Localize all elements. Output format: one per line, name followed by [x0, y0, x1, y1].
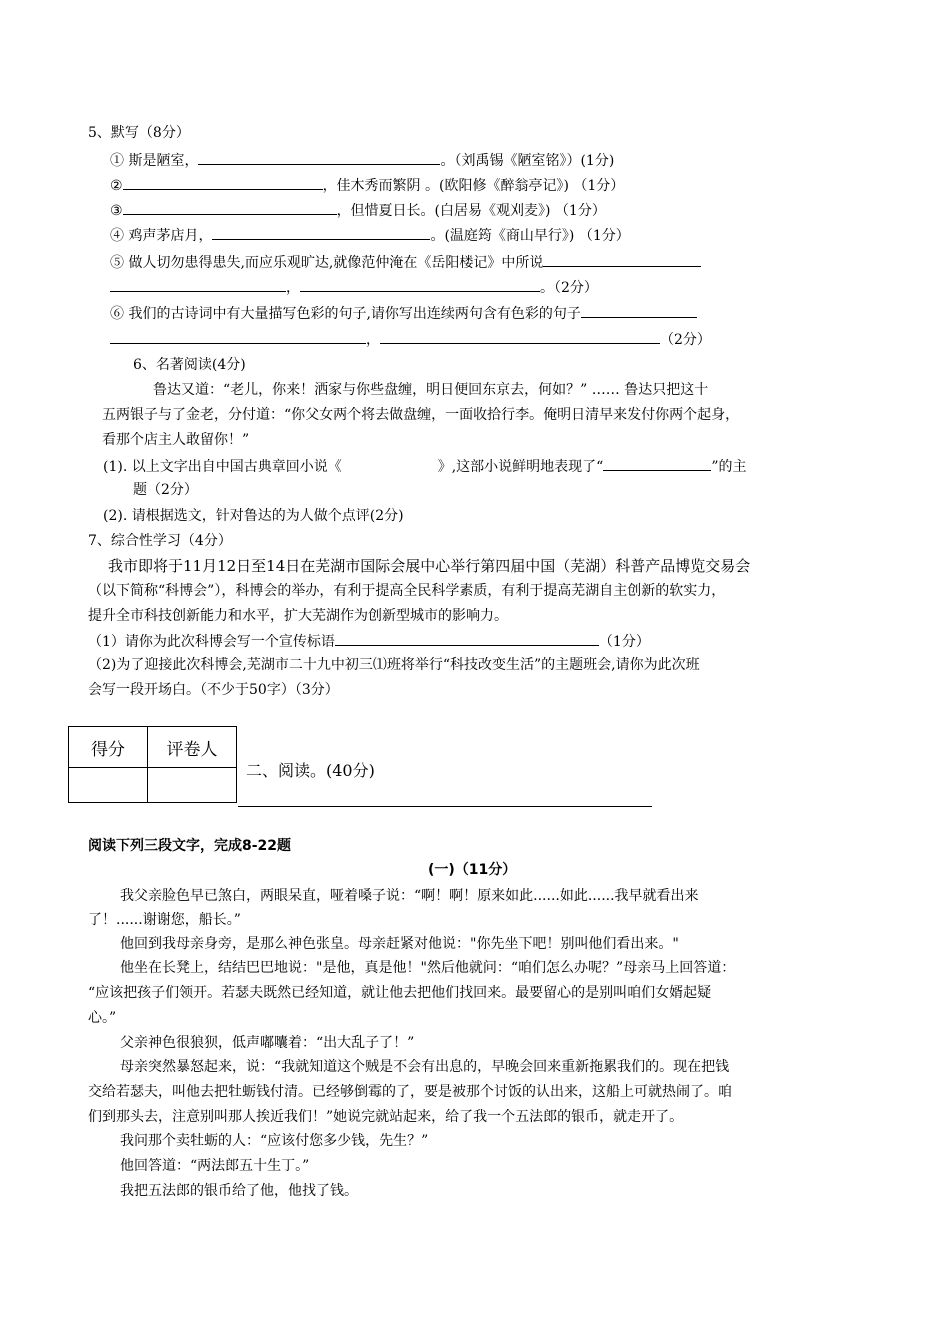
- reading-line: “应该把孩子们领开。若瑟夫既然已经知道，就让他去把他们找回来。最要留心的是别叫咱们女婿起疑: [88, 985, 712, 1001]
- reading-line: 了！......谢谢您，船长。”: [88, 912, 241, 928]
- q6-passage-line: 看那个店主人敢留你！”: [102, 432, 250, 448]
- reading-line: 他坐在长凳上，结结巴巴地说："是他，真是他！"然后他就问：“咱们怎么办呢？”母亲马上回答道：: [120, 960, 736, 976]
- q5-item-2: ② ，佳木秀而繁阴 。(欧阳修《醉翁亭记》) （1分）: [110, 174, 624, 196]
- answer-blank[interactable]: [198, 149, 440, 165]
- reading-line: 父亲神色很狼狈，低声嘟囔着：“出大乱子了！”: [120, 1035, 415, 1051]
- score-header: 得分: [69, 727, 148, 768]
- q5-item-5-line2: ， 。（2分）: [110, 276, 598, 298]
- q6-subquestion-1-line2: 题（2分）: [133, 482, 198, 498]
- q6-passage-line: 鲁达又道：“老儿，你来！洒家与你些盘缠，明日便回东京去，何如？” …… 鲁达只把这十: [153, 382, 709, 398]
- q5-item-4: ④ 鸡声茅店月， 。(温庭筠《商山早行》) （1分）: [110, 224, 630, 246]
- section-title: 二、阅读。(40分): [246, 761, 375, 780]
- grader-cell[interactable]: [148, 768, 237, 803]
- q7-title: 7、综合性学习（4分）: [88, 533, 232, 549]
- reading-line: 他回答道：“两法郎五十生丁。”: [120, 1158, 310, 1174]
- answer-blank[interactable]: [123, 174, 323, 190]
- reading-line: 们到那头去，注意别叫那人挨近我们！”她说完就站起来，给了我一个五法郎的银币，就走开了。: [88, 1109, 684, 1125]
- reading-line: 我父亲脸色早已煞白，两眼呆直，哑着嗓子说：“啊！啊！原来如此......如此......我早就看出来: [120, 888, 699, 904]
- score-table: [68, 726, 237, 803]
- answer-blank[interactable]: [581, 302, 697, 318]
- q7-subquestion-2-line2: 会写一段开场白。（不少于50字）（3分）: [88, 682, 339, 698]
- part-title: (一)（11分）: [428, 862, 517, 878]
- reading-line: 交给若瑟夫，叫他去把牡蛎钱付清。已经够倒霉的了，要是被那个讨饭的认出来，这船上可就热闹了。咱: [88, 1084, 732, 1100]
- reading-instruction: 阅读下列三段文字，完成8-22题: [88, 838, 292, 854]
- section-divider: [238, 806, 652, 807]
- q7-passage-line: （以下简称“科博会”），科博会的举办，有利于提高全民科学素质，有利于提高芜湖自主创新的软实力，: [88, 583, 726, 599]
- reading-line: 心。”: [88, 1010, 117, 1026]
- slogan-blank[interactable]: [335, 630, 599, 646]
- q6-subquestion-1: (1). 以上文字出自中国古典章回小说《 》,这部小说鲜明地表现了“ ”的主: [103, 455, 747, 477]
- q5-item-3: ③ ，但惜夏日长。(白居易《观刈麦》) （1分）: [110, 199, 606, 221]
- q6-title: 6、名著阅读(4分): [133, 357, 246, 373]
- q7-subquestion-1: （1）请你为此次科博会写一个宣传标语 （1分）: [88, 630, 650, 652]
- q6-subquestion-2: (2). 请根据选文，针对鲁达的为人做个点评(2分): [103, 508, 404, 524]
- q6-passage-line: 五两银子与了金老，分付道：“你父女两个将去做盘缠，一面收拾行李。俺明日清早来发付你两个起身，: [102, 407, 740, 423]
- answer-blank[interactable]: [300, 276, 540, 292]
- answer-blank[interactable]: [543, 251, 701, 267]
- q7-passage-line: 我市即将于11月12日至14日在芜湖市国际会展中心举行第四届中国（芜湖）科普产品博览交易会: [108, 557, 751, 575]
- answer-blank[interactable]: [110, 328, 366, 344]
- score-cell[interactable]: [69, 768, 148, 803]
- answer-blank[interactable]: [380, 328, 660, 344]
- answer-blank[interactable]: [110, 276, 286, 292]
- q5-item-1: ① 斯是陋室， 。（刘禹锡《陋室铭》）(1分): [110, 149, 614, 171]
- answer-blank[interactable]: [603, 455, 711, 471]
- q5-title: 5、默写（8分）: [88, 125, 190, 141]
- reading-line: 母亲突然暴怒起来，说：“我就知道这个贼是不会有出息的，早晚会回来重新拖累我们的。现在把钱: [120, 1059, 730, 1075]
- answer-blank[interactable]: [212, 224, 430, 240]
- reading-line: 我问那个卖牡蛎的人：“应该付您多少钱，先生？”: [120, 1133, 429, 1149]
- answer-blank[interactable]: [123, 199, 337, 215]
- q5-item-6: ⑥ 我们的古诗词中有大量描写色彩的句子,请你写出连续两句含有色彩的句子: [110, 302, 697, 324]
- q5-item-5: ⑤ 做人切勿患得患失,而应乐观旷达,就像范仲淹在《岳阳楼记》中所说: [110, 251, 701, 273]
- grader-header: 评卷人: [148, 727, 237, 768]
- q7-passage-line: 提升全市科技创新能力和水平，扩大芜湖作为创新型城市的影响力。: [88, 608, 508, 624]
- q7-subquestion-2: （2)为了迎接此次科博会,芜湖市二十九中初三⑴班将举行“科技改变生活”的主题班会,请你为此次班: [88, 657, 700, 673]
- q5-item-6-line2: ， （2分）: [110, 328, 711, 350]
- reading-line: 我把五法郎的银币给了他，他找了钱。: [120, 1183, 358, 1199]
- reading-line: 他回到我母亲身旁，是那么神色张皇。母亲赶紧对他说："你先坐下吧！别叫他们看出来。": [120, 936, 679, 952]
